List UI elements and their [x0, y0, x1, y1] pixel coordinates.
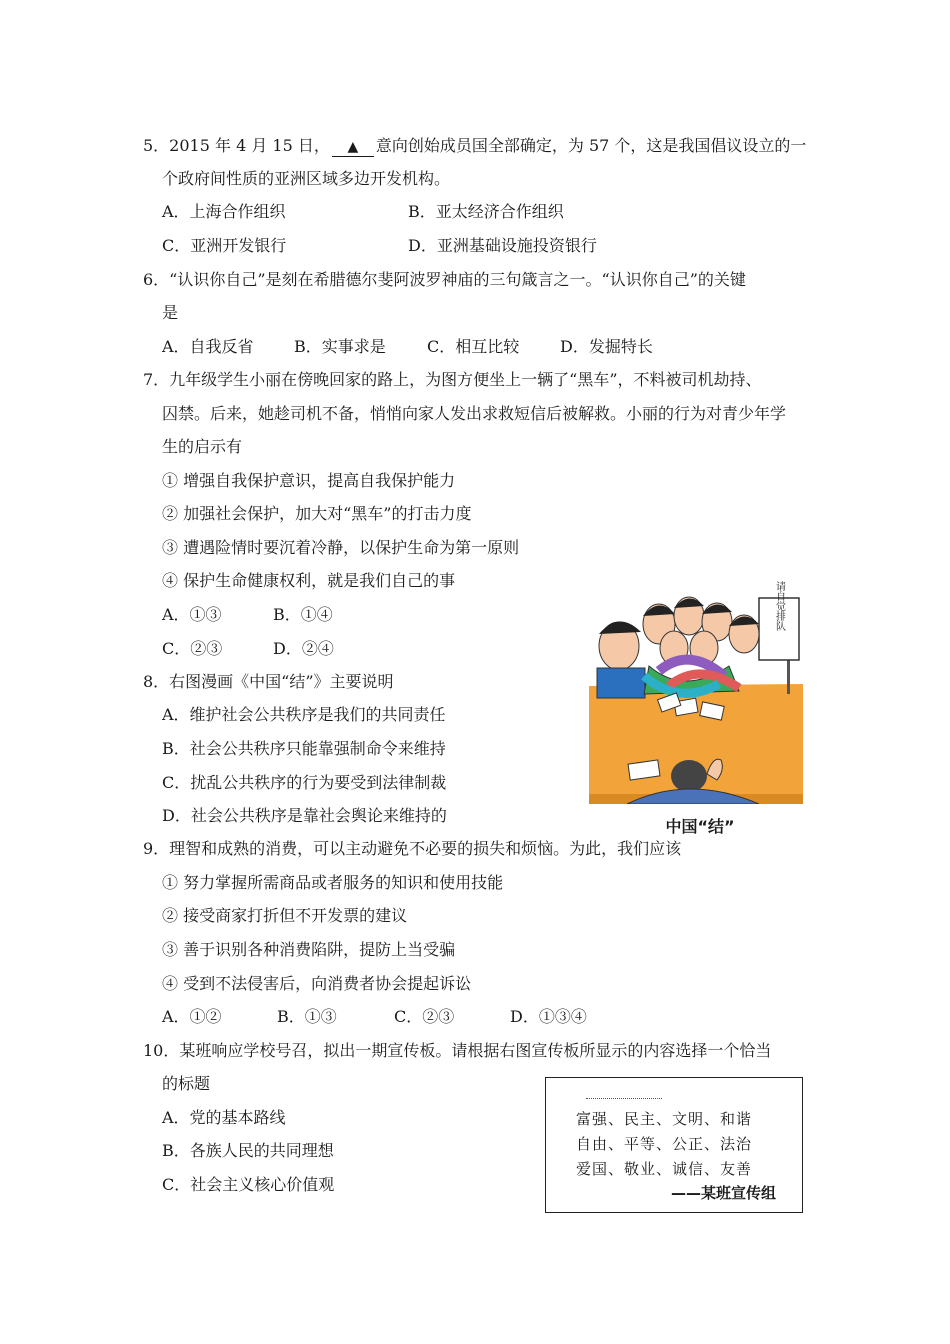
q7-item-4: ④ 保护生命健康权利，就是我们自己的事 — [162, 571, 456, 590]
q6-option-a: A．自我反省 — [162, 337, 254, 356]
q10-line2: 的标题 — [162, 1074, 211, 1093]
q9-item-1: ① 努力掌握所需商品或者服务的知识和使用技能 — [162, 873, 504, 892]
q8-option-a: A．维护社会公共秩序是我们的共同责任 — [162, 705, 446, 724]
q8-option-c: C．扰乱公共秩序的行为要受到法律制裁 — [162, 773, 447, 792]
q7-option-a: A．①③ — [162, 605, 222, 624]
q9-option-d: D．①③④ — [510, 1007, 587, 1026]
q7-item-3: ③ 遭遇险情时要沉着冷静，以保护生命为第一原则 — [162, 538, 520, 557]
queue-sign-text: 请自觉排队 — [773, 581, 785, 631]
q6-line1: 6．“认识你自己”是刻在希腊德尔斐阿波罗神庙的三句箴言之一。“认识你自己”的关键 — [143, 270, 746, 289]
q10-line1: 10．某班响应学校号召，拟出一期宣传板。请根据右图宣传板所显示的内容选择一个恰当 — [143, 1041, 772, 1060]
q9-item-2: ② 接受商家打折但不开发票的建议 — [162, 906, 408, 925]
q10-option-c: C．社会主义核心价值观 — [162, 1175, 335, 1194]
q8-option-d: D．社会公共秩序是靠社会舆论来维持的 — [162, 806, 447, 825]
q5-text-post: 意向创始成员国全部确定，为 57 个，这是我国倡议设立的一 — [375, 136, 807, 155]
q5-option-a: A．上海合作组织 — [162, 202, 286, 221]
q6-option-c: C．相互比较 — [427, 337, 520, 356]
q10-option-a: A．党的基本路线 — [162, 1108, 286, 1127]
q5-line1 — [143, 135, 806, 157]
board-line-2: 自由、平等、公正、法治 — [576, 1135, 753, 1153]
q7-option-d: D．②④ — [273, 639, 334, 658]
q7-option-b: B．①④ — [273, 605, 333, 624]
q9-item-4: ④ 受到不法侵害后，向消费者协会提起诉讼 — [162, 974, 472, 993]
q9-option-b: B．①③ — [277, 1007, 337, 1026]
q9-item-3: ③ 善于识别各种消费陷阱，提防上当受骗 — [162, 940, 456, 959]
q6-option-d: D．发掘特长 — [560, 337, 653, 356]
board-dotted-line — [586, 1098, 662, 1099]
q7-option-c: C．②③ — [162, 639, 223, 658]
board-signature: ——某班宣传组 — [670, 1184, 776, 1202]
cartoon-caption: 中国“结” — [665, 817, 735, 836]
q5-option-b: B．亚太经济合作组织 — [408, 202, 564, 221]
q6-line2: 是 — [162, 303, 179, 322]
q10-option-b: B．各族人民的共同理想 — [162, 1141, 334, 1160]
q5-text-pre: 5．2015 年 4 月 15 日， — [143, 136, 330, 155]
q7-line2: 囚禁。后来，她趁司机不备，悄悄向家人发出求救短信后被解救。小丽的行为对青少年学 — [162, 404, 787, 423]
q7-item-2: ② 加强社会保护，加大对“黑车”的打击力度 — [162, 504, 472, 523]
q5-line2: 个政府间性质的亚洲区域多边开发机构。 — [162, 169, 451, 188]
q9-option-a: A．①② — [162, 1007, 222, 1026]
q7-line3: 生的启示有 — [162, 437, 243, 456]
q9-line1: 9．理智和成熟的消费，可以主动避免不必要的损失和烦恼。为此，我们应该 — [143, 839, 682, 858]
q6-option-b: B．实事求是 — [294, 337, 386, 356]
q7-item-1: ① 增强自我保护意识，提高自我保护能力 — [162, 471, 456, 490]
q8-line1: 8．右图漫画《中国“结”》主要说明 — [143, 672, 394, 691]
q7-line1: 7．九年级学生小丽在傍晚回家的路上，为图方便坐上一辆了“黑车”，不料被司机劫持、 — [143, 370, 762, 389]
board-line-1: 富强、民主、文明、和谐 — [576, 1110, 753, 1128]
q8-option-b: B．社会公共秩序只能靠强制命令来维持 — [162, 739, 446, 758]
q5-answer-blank: ▲ — [332, 138, 374, 157]
propaganda-board — [545, 1077, 803, 1213]
board-line-3: 爱国、敬业、诚信、友善 — [576, 1160, 753, 1178]
q5-option-d: D．亚洲基础设施投资银行 — [408, 236, 597, 255]
cartoon-illustration — [589, 576, 803, 804]
q9-option-c: C．②③ — [394, 1007, 455, 1026]
q5-option-c: C．亚洲开发银行 — [162, 236, 287, 255]
